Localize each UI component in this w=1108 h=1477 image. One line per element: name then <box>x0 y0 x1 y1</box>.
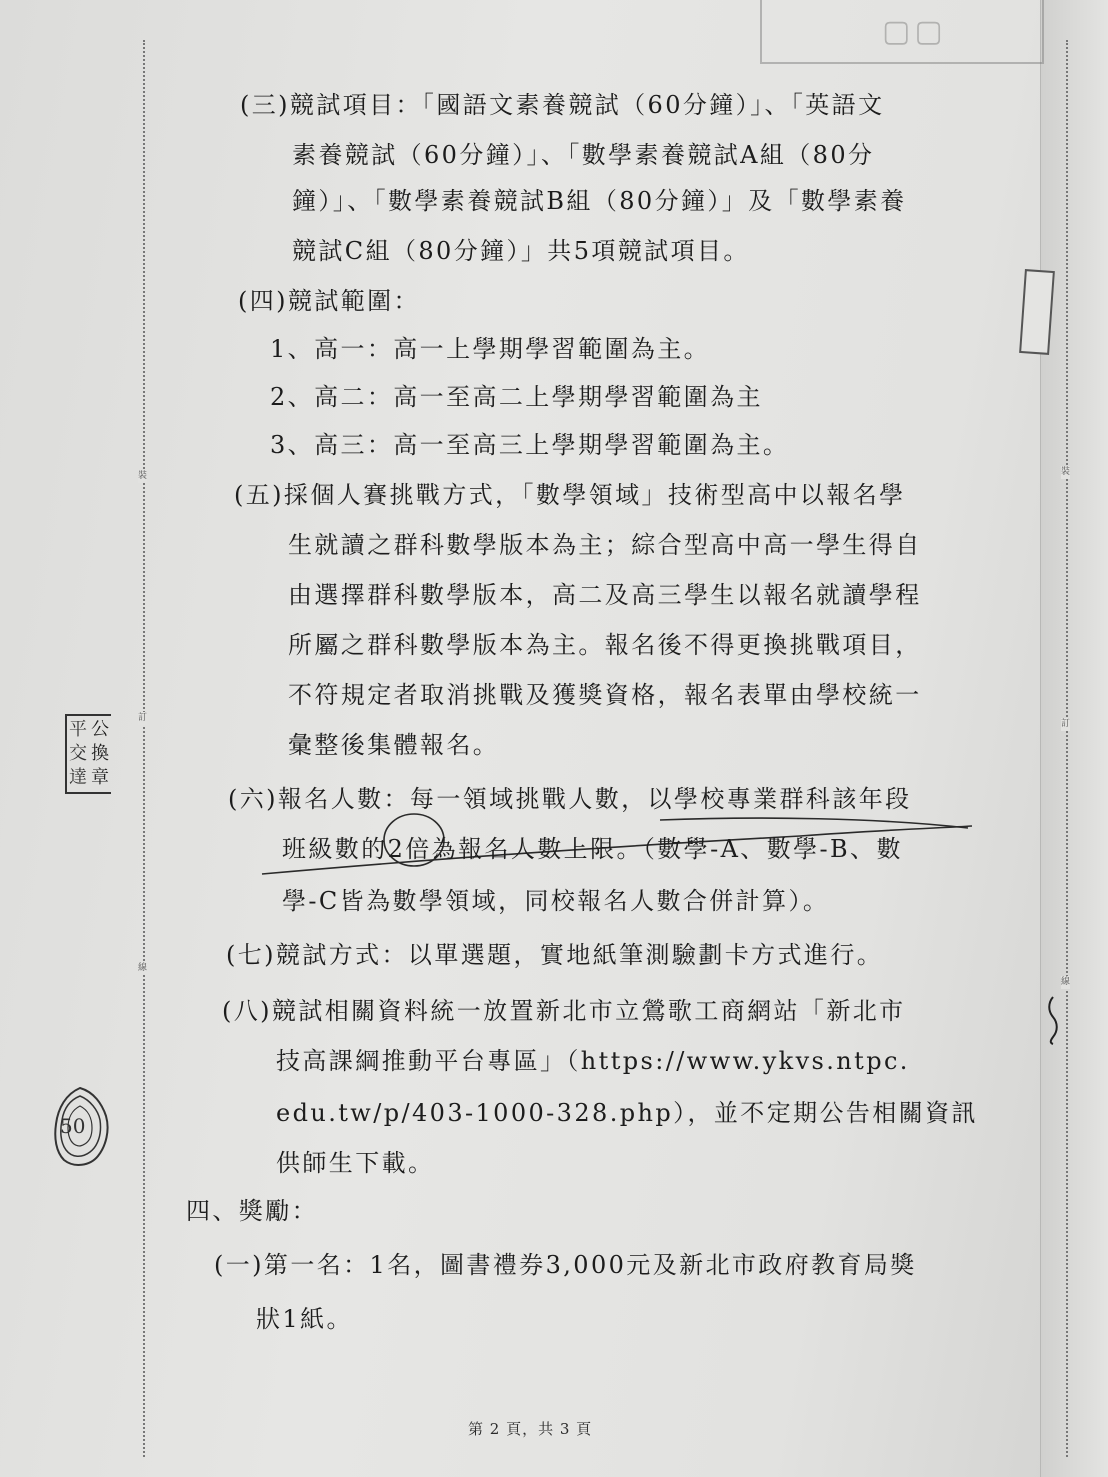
stamp-column-1: 公換章 <box>91 719 109 788</box>
text-line-16: 班級數的2倍為報名人數上限。（數學-A、數學-B、數 <box>282 835 903 863</box>
text-line-21: edu.tw/p/403-1000-328.php），並不定期公告相關資訊 <box>276 1099 978 1127</box>
text-line-1: (三)競試項目：「國語文素養競試（60分鐘）」、「英語文 <box>240 91 885 119</box>
stamp-mark: ▢▢ <box>882 14 947 49</box>
binding-mark-zhuang-right: 裝 <box>1061 467 1071 477</box>
text-line-4: 競試C組（80分鐘）」共5項競試項目。 <box>292 237 750 265</box>
text-line-6: 1、高一：高一上學期學習範圍為主。 <box>270 335 711 363</box>
handwritten-underline-2 <box>660 818 968 828</box>
text-line-14: 彙整後集體報名。 <box>288 731 500 759</box>
seal-number: 50 <box>60 1114 86 1138</box>
text-line-3: 鐘）」、「數學素養競試B組（80分鐘）」及「數學素養 <box>292 187 907 215</box>
text-line-5: (四)競試範圍： <box>238 287 420 315</box>
text-line-20: 技高課綱推動平台專區」（https://www.ykvs.ntpc. <box>276 1047 910 1075</box>
page-footer: 第 2 頁，共 3 頁 <box>468 1420 593 1438</box>
stamp-column-2: 平交達 <box>69 719 87 788</box>
text-line-25: 狀1紙。 <box>256 1305 353 1333</box>
binding-mark-xian: 線 <box>138 963 148 973</box>
text-line-10: 生就讀之群科數學版本為主；綜合型高中高一學生得自 <box>288 531 922 559</box>
binding-mark-ding-right: 訂 <box>1061 719 1071 729</box>
binding-mark-ding: 訂 <box>138 713 148 723</box>
text-line-17: 學-C皆為數學領域，同校報名人數合併計算）。 <box>282 887 830 915</box>
binding-mark-xian-right: 線 <box>1061 977 1071 987</box>
binding-mark-zhuang: 裝 <box>138 471 148 481</box>
text-line-12: 所屬之群科數學版本為主。報名後不得更換挑戰項目， <box>288 631 922 659</box>
text-line-9: (五)採個人賽挑戰方式，「數學領域」技術型高中以報名學 <box>234 481 906 509</box>
text-line-7: 2、高二：高一至高二上學期學習範圍為主 <box>270 383 763 411</box>
text-line-8: 3、高三：高一至高三上學期學習範圍為主。 <box>270 431 790 459</box>
text-line-2: 素養競試（60分鐘）」、「數學素養競試A組（80分 <box>292 141 875 169</box>
text-line-22: 供師生下載。 <box>276 1149 435 1177</box>
text-line-24: (一)第一名：1名，圖書禮券3,000元及新北市政府教育局獎 <box>214 1251 917 1279</box>
text-line-11: 由選擇群科數學版本，高二及高三學生以報名就讀學程 <box>288 581 922 609</box>
text-line-18: (七)競試方式：以單選題，實地紙筆測驗劃卡方式進行。 <box>226 941 884 969</box>
text-line-13: 不符規定者取消挑戰及獲獎資格，報名表單由學校統一 <box>288 681 922 709</box>
text-line-19: (八)競試相關資料統一放置新北市立鶯歌工商網站「新北市 <box>222 997 906 1025</box>
text-line-23: 四、獎勵： <box>186 1197 318 1225</box>
text-line-15: (六)報名人數：每一領域挑戰人數，以學校專業群科該年段 <box>228 785 912 813</box>
